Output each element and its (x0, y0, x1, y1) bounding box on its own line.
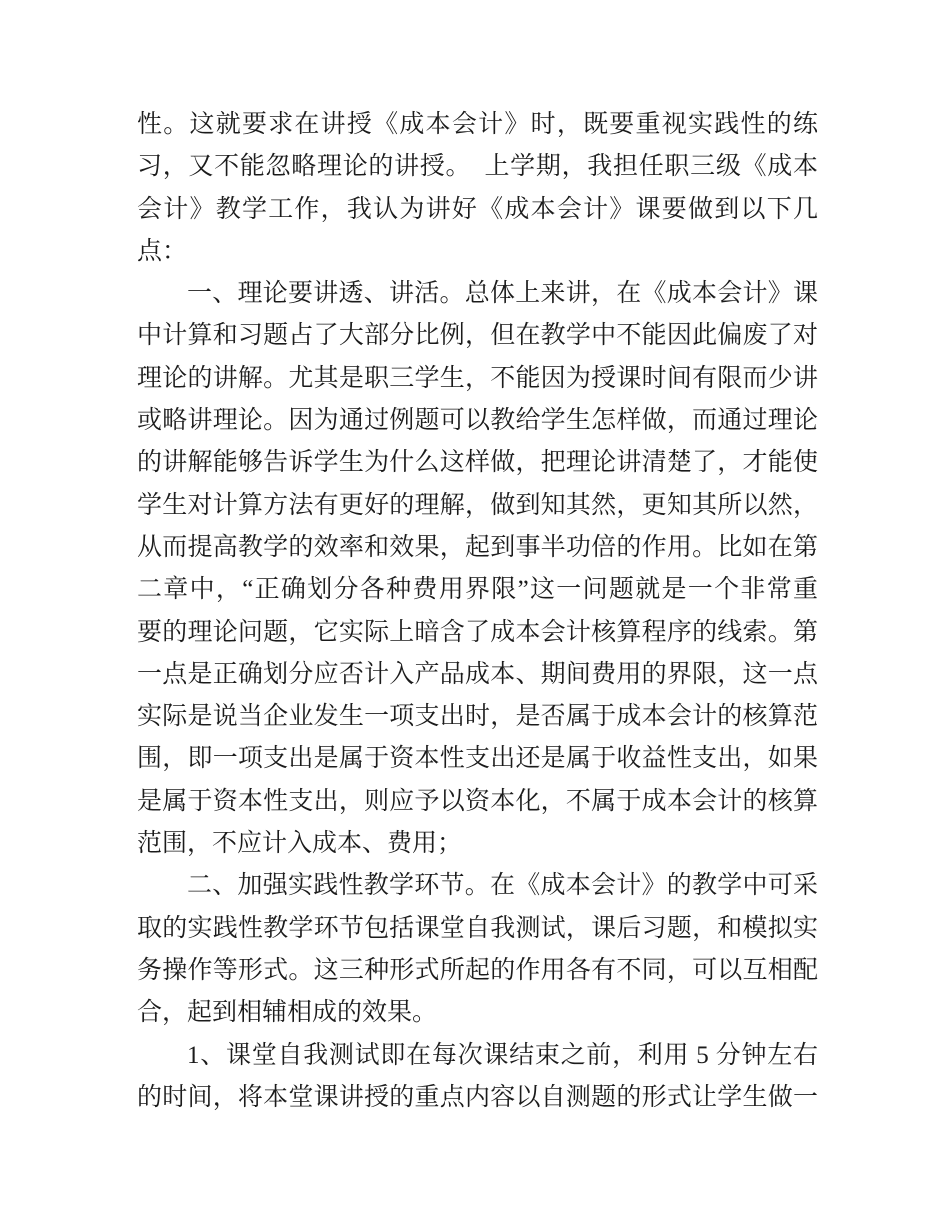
paragraph (137, 104, 818, 273)
text-line: 点： (137, 237, 188, 265)
text-line: 习，又不能忽略理论的讲授。 上学期，我担任职三级《成本 (137, 153, 818, 181)
text-line: 范围，不应计入成本、费用； (137, 830, 463, 858)
text-line: 一、理论要讲透、讲活。总体上来讲，在《成本会计》课 (187, 280, 818, 308)
text-line: 二、加强实践性教学环节。在《成本会计》的教学中可采 (187, 872, 818, 900)
text-line: 或略讲理论。因为通过例题可以教给学生怎样做，而通过理论 (137, 407, 818, 435)
text-line: 中计算和习题占了大部分比例，但在教学中不能因此偏废了对 (137, 322, 818, 350)
text-line: 务操作等形式。这三种形式所起的作用各有不同，可以互相配 (137, 956, 818, 984)
text-line: 的讲解能够告诉学生为什么这样做，把理论讲清楚了，才能使 (137, 449, 818, 477)
paragraph (137, 273, 818, 865)
paragraph (137, 1035, 818, 1120)
text-line: 一点是正确划分应否计入产品成本、期间费用的界限，这一点 (137, 660, 818, 688)
text-line: 的时间，将本堂课讲授的重点内容以自测题的形式让学生做一 (137, 1083, 818, 1111)
text-line: 从而提高教学的效率和效果，起到事半功倍的作用。比如在第 (137, 533, 818, 561)
text-line: 理论的讲解。尤其是职三学生，不能因为授课时间有限而少讲 (137, 364, 818, 392)
text-line: 围，即一项支出是属于资本性支出还是属于收益性支出，如果 (137, 745, 818, 773)
text-line: 是属于资本性支出，则应予以资本化，不属于成本会计的核算 (137, 787, 818, 815)
text-line: 二章中，“正确划分各种费用界限”这一问题就是一个非常重 (137, 576, 818, 604)
text-line: 要的理论问题，它实际上暗含了成本会计核算程序的线索。第 (137, 618, 818, 646)
text-line: 合，起到相辅相成的效果。 (137, 999, 438, 1027)
paragraph (137, 865, 818, 1034)
text-line: 学生对计算方法有更好的理解，做到知其然，更知其所以然， (137, 491, 818, 519)
text-line: 取的实践性教学环节包括课堂自我测试，课后习题，和模拟实 (137, 914, 818, 942)
text-line: 会计》教学工作，我认为讲好《成本会计》课要做到以下几 (137, 195, 818, 223)
text-line: 性。这就要求在讲授《成本会计》时，既要重视实践性的练 (137, 111, 818, 138)
text-line: 实际是说当企业发生一项支出时，是否属于成本会计的核算范 (137, 703, 818, 731)
text-line: 1、课堂自我测试即在每次课结束之前，利用 5 分钟左右 (187, 1041, 818, 1069)
document-body (137, 104, 818, 1119)
